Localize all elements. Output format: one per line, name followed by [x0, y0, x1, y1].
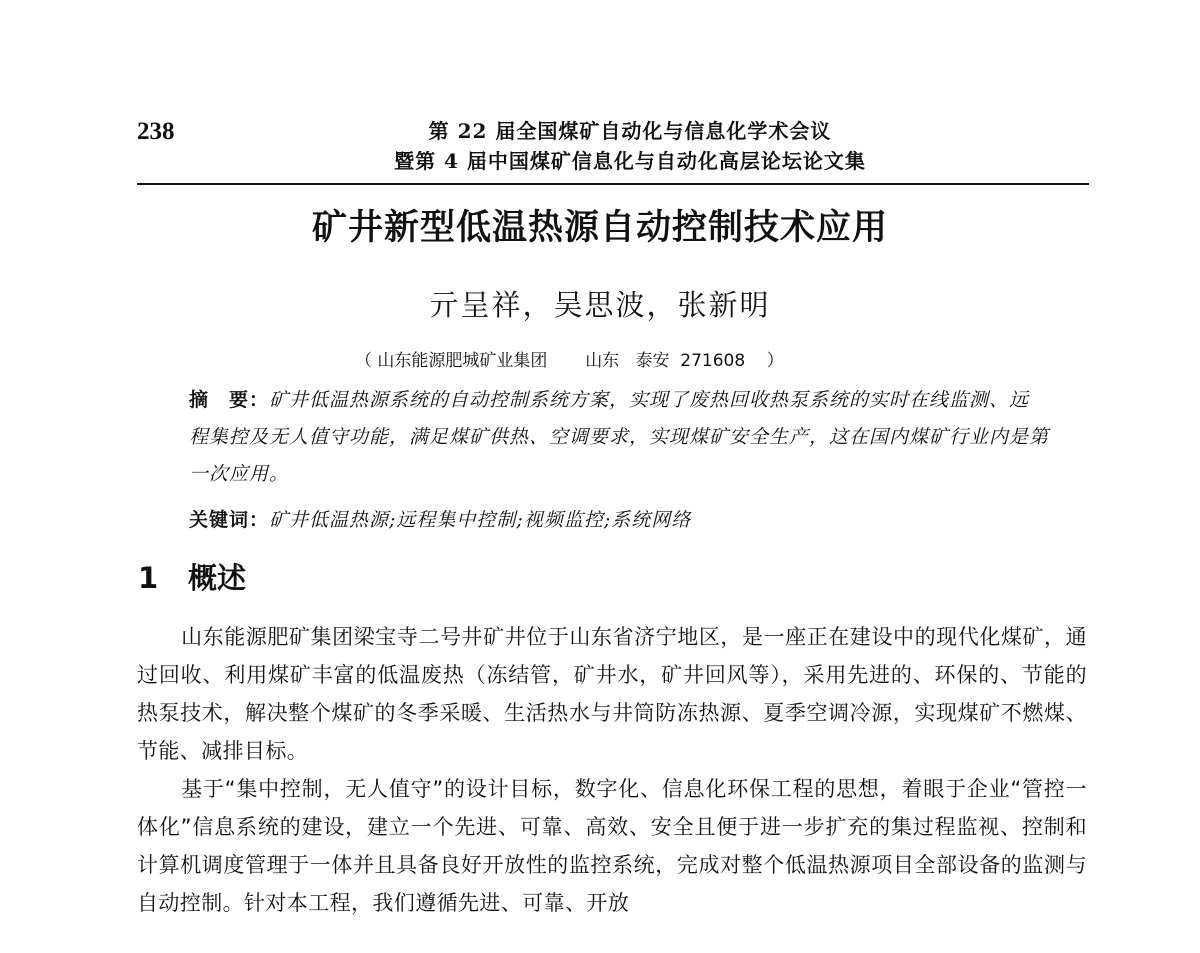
keywords-label: 关键词： — [189, 509, 270, 531]
running-header-line-1: 第 22 届全国煤矿自动化与信息化学术会议 — [428, 119, 832, 143]
paper-affiliation: （ 山东能源肥城矿业集团 山东 泰安 271608 ） — [355, 351, 784, 371]
running-header-line-2: 暨第 4 届中国煤矿信息化与自动化高层论坛论文集 — [394, 149, 866, 173]
section-number: 1 — [138, 561, 159, 595]
section-body — [137, 618, 1087, 922]
abstract-label: 摘 要： — [189, 389, 270, 411]
abstract — [189, 382, 1049, 493]
body-paragraph-1: 山东能源肥矿集团梁宝寺二号井矿井位于山东省济宁地区，是一座正在建设中的现代化煤矿，通过回收、利用煤矿丰富的低温废热（冻结管，矿井水，矿井回风等），采用先进的、环保的、节能的热泵技术，解决整个煤矿的冬季采暖、生活热水与井筒防冻热源、夏季空调冷源，实现煤矿不燃煤、节能、减排目标。 — [137, 625, 1087, 763]
running-header — [330, 116, 930, 176]
abstract-text: 矿井低温热源系统的自动控制系统方案，实现了废热回收热泵系统的实时在线监测、远程集控及无人值守功能，满足煤矿供热、空调要求，实现煤矿安全生产，这在国内煤矿行业内是第一次应用。 — [189, 389, 1050, 485]
body-paragraph-2: 基于“集中控制，无人值守”的设计目标，数字化、信息化环保工程的思想，着眼于企业“管控一体化”信息系统的建设，建立一个先进、可靠、高效、安全且便于进一步扩充的集过程监视、控制和计算机调度管理于一体并且具备良好开放性的监控系统，完成对整个低温热源项目全部设备的监测与自动控制。针对本工程，我们遵循先进、可靠、开放 — [137, 777, 1087, 915]
keywords — [189, 505, 691, 535]
paper-authors: 亓呈祥，吴思波，张新明 — [429, 288, 771, 322]
paper-title: 矿井新型低温热源自动控制技术应用 — [311, 208, 888, 248]
header-rule — [137, 183, 1089, 185]
section-title: 概述 — [188, 561, 247, 595]
page-number: 238 — [137, 118, 175, 145]
keywords-text: 矿井低温热源;远程集中控制;视频监控;系统网络 — [269, 509, 692, 531]
section-heading — [138, 556, 246, 597]
